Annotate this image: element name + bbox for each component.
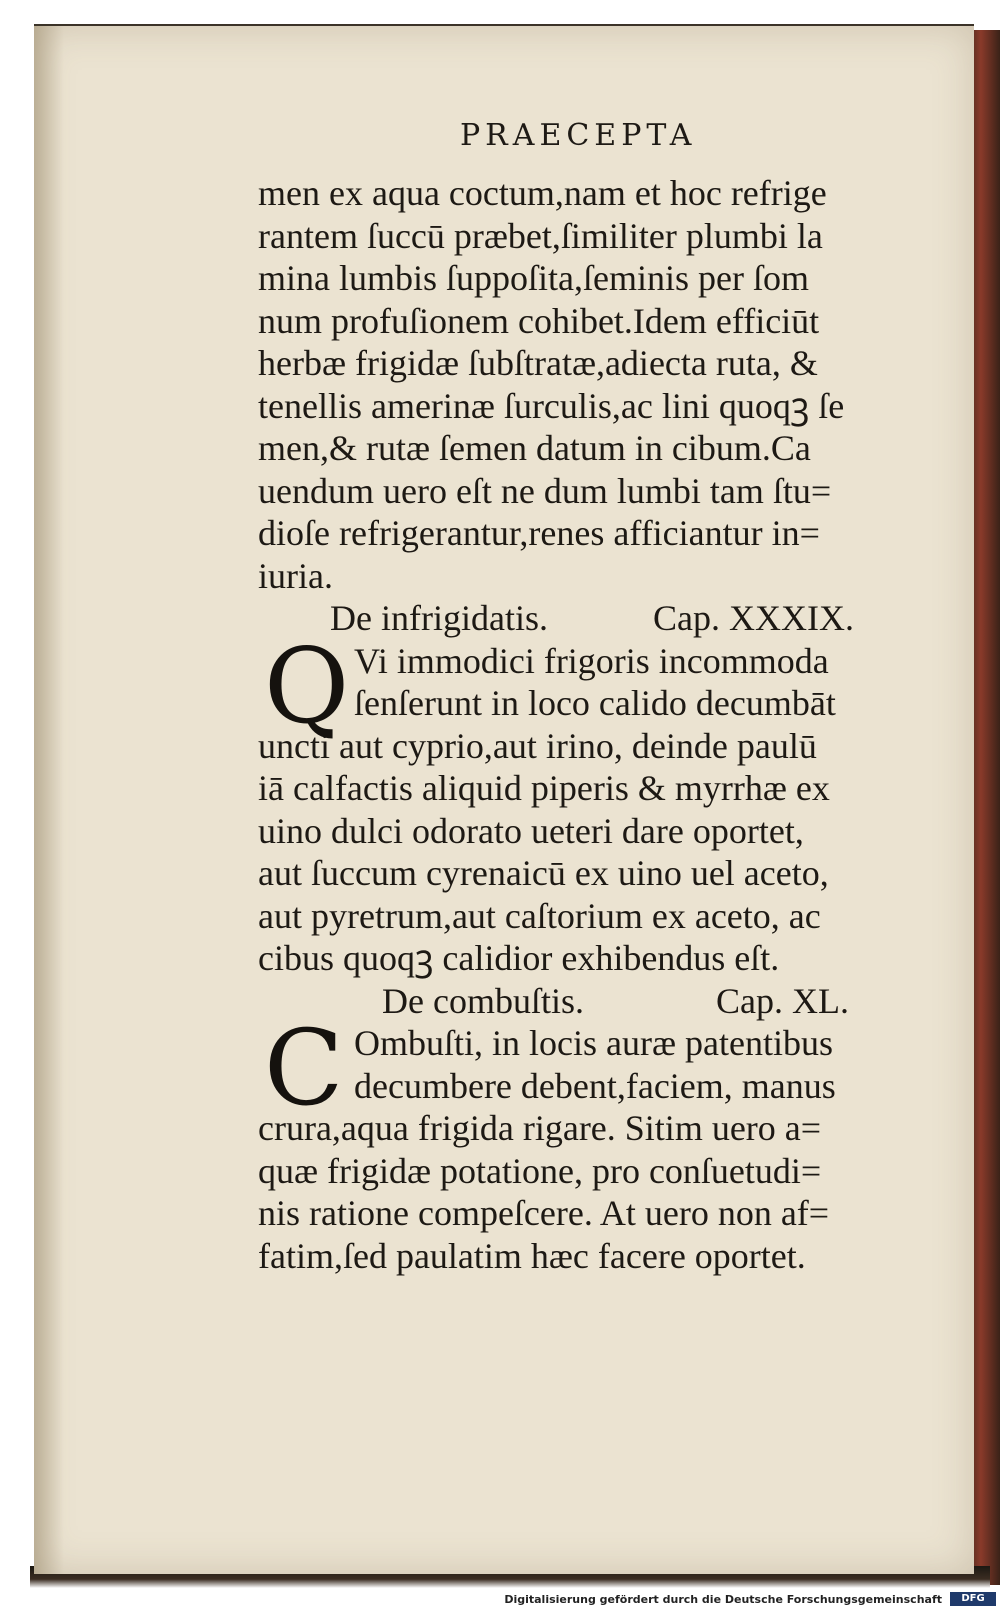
text-line: num profuſionem cohibet.Idem efficiūt bbox=[258, 300, 820, 341]
dfg-logo-icon: DFG bbox=[950, 1592, 996, 1606]
chapter-body-40 bbox=[258, 1007, 948, 1277]
text-line: Ombuſti, in locis auræ patentibus bbox=[354, 1023, 833, 1063]
chapter-title: De combuſtis. bbox=[382, 980, 584, 1021]
text-line: uendum uero eſt ne dum lumbi tam ſtu= bbox=[258, 470, 832, 511]
text-line: cibus quoqꝫ calidior exhibendus eſt. bbox=[258, 938, 780, 978]
text-line: uncti aut cyprio,aut irino, deinde paulū bbox=[258, 725, 817, 766]
chapter-number: Cap. XXXIX. bbox=[653, 598, 854, 638]
text-line: iā calfactis aliquid piperis & myrrhæ ex bbox=[258, 768, 830, 808]
text-line: fatim,ſed paulatim hæc facere oportet. bbox=[258, 1235, 806, 1276]
chapter-title: De infrigidatis. bbox=[330, 598, 548, 638]
text-line: tenellis amerinæ ſurculis,ac lini quoqꝫ ſe bbox=[258, 385, 845, 426]
chapter-heading-39 bbox=[258, 597, 948, 640]
digitization-footer bbox=[0, 1590, 1000, 1610]
chapter-heading-40 bbox=[258, 980, 948, 1023]
text-line: crura,aqua frigida rigare. Sitim uero a= bbox=[258, 1108, 822, 1148]
drop-initial: C bbox=[264, 1007, 344, 1129]
text-line: uino dulci odorato ueteri dare oportet, bbox=[258, 810, 804, 851]
text-block bbox=[258, 172, 948, 1277]
text-line: aut ſuccum cyrenaicū ex uino uel aceto, bbox=[258, 853, 829, 893]
text-line: Vi immodici frigoris incommoda bbox=[354, 640, 829, 681]
text-line: ſenſerunt in loco calido decumbāt bbox=[354, 683, 836, 723]
running-head: PRAECEPTA bbox=[460, 118, 697, 153]
drop-initial: Q bbox=[264, 624, 350, 747]
text-line: men,& rutæ ſemen datum in cibum.Ca bbox=[258, 428, 811, 468]
footer-credit-text: Digitalisierung gefördert durch die Deutsche Forschungsgemeinschaft bbox=[504, 1593, 942, 1606]
page-gutter bbox=[34, 26, 64, 1574]
text-line: men ex aqua coctum,nam et hoc refrige bbox=[258, 173, 827, 213]
chapter-number: Cap. XL. bbox=[716, 980, 849, 1021]
chapter-body-39 bbox=[258, 624, 948, 980]
text-line: mina lumbis ſuppoſita,ſeminis per ſom bbox=[258, 258, 809, 298]
text-line: decumbere debent,faciem, manus bbox=[354, 1065, 836, 1106]
text-line: herbæ frigidæ ſubſtratæ,adiecta ruta, & bbox=[258, 343, 818, 383]
text-line: quæ frigidæ potatione, pro conſuetudi= bbox=[258, 1150, 822, 1191]
text-line: aut pyretrum,aut caſtorium ex aceto, ac bbox=[258, 895, 821, 936]
text-line: nis ratione compeſcere. At uero non af= bbox=[258, 1193, 830, 1233]
text-line: rantem ſuccū præbet,ſimiliter plumbi la bbox=[258, 215, 823, 256]
text-line: dioſe refrigerantur,renes afficiantur in= bbox=[258, 513, 820, 553]
text-line: iuria. bbox=[258, 555, 333, 596]
